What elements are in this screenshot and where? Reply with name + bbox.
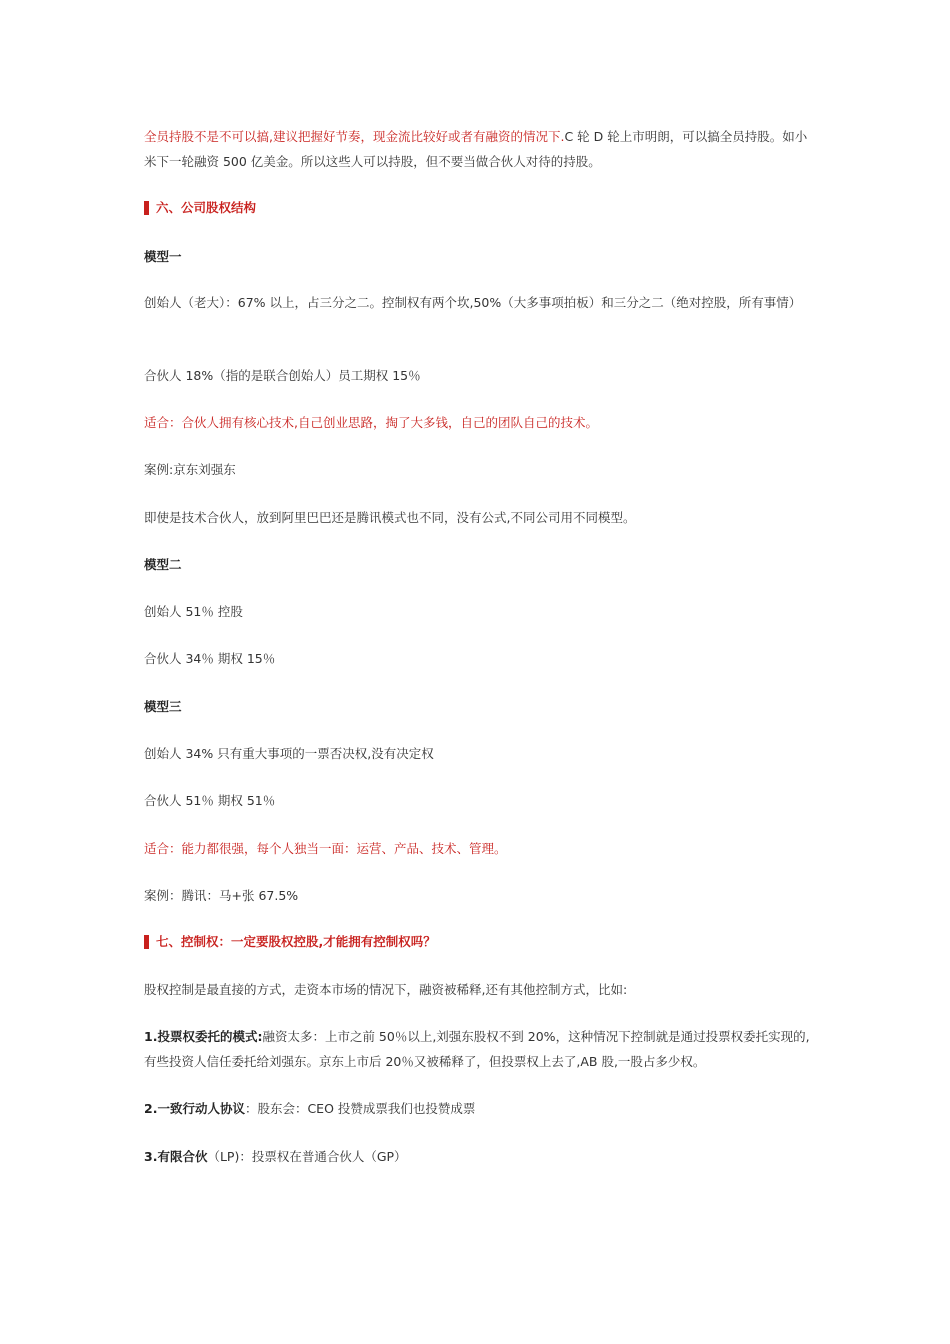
model3-fit: 适合：能力都很强，每个人独当一面：运营、产品、技术、管理。 xyxy=(144,841,507,856)
section7-title: 七、控制权：一定要股权控股,才能拥有控制权吗？ xyxy=(156,934,436,949)
model1-partner: 合伙人 18%（指的是联合创始人）员工期权 15％ xyxy=(144,368,421,383)
item3-text: （LP)：投票权在普通合伙人（GP） xyxy=(207,1149,407,1164)
item1-label: 1.投票权委托的模式: xyxy=(144,1029,263,1044)
model1-note: 即使是技术合伙人，放到阿里巴巴还是腾讯模式也不同，没有公式,不同公司用不同模型。 xyxy=(144,510,636,525)
model1-title: 模型一 xyxy=(144,249,182,264)
intro-paragraph xyxy=(144,124,816,174)
control-item-2 xyxy=(144,1096,816,1121)
section7-heading xyxy=(144,932,436,952)
model2-founder: 创始人 51％ 控股 xyxy=(144,604,243,619)
model2-title: 模型二 xyxy=(144,557,182,572)
section7-intro: 股权控制是最直接的方式，走资本市场的情况下，融资被稀释,还有其他控制方式，比如: xyxy=(144,982,628,997)
model3-founder: 创始人 34% 只有重大事项的一票否决权,没有决定权 xyxy=(144,746,434,761)
item1-text: 融资太多：上市之前 50％以上,刘强东股权不到 20%，这种情况下控制就是通过投票权委托实现的,有些投资人信任委托给刘强东。京东上市后 20％又被稀释了，但投票权上去了,AB 股,一股占多少权。 xyxy=(144,1029,810,1069)
model3-title: 模型三 xyxy=(144,699,182,714)
section6-title: 六、公司股权结构 xyxy=(156,200,257,215)
section6-heading xyxy=(144,198,256,218)
model1-case: 案例:京东刘强东 xyxy=(144,462,236,477)
control-item-3 xyxy=(144,1144,816,1169)
heading-bar-icon xyxy=(144,201,149,215)
model2-partner: 合伙人 34％ 期权 15％ xyxy=(144,651,276,666)
item2-text: ：股东会：CEO 投赞成票我们也投赞成票 xyxy=(244,1101,476,1116)
control-item-1 xyxy=(144,1024,816,1074)
intro-red-text: 全员持股不是不可以搞,建议把握好节奏，现金流比较好或者有融资的情况下. xyxy=(144,129,565,144)
model1-founder: 创始人（老大）：67% 以上，占三分之二。控制权有两个坎,50%（大多事项拍板）和三分之二（绝对控股，所有事情） xyxy=(144,295,802,310)
model3-partner: 合伙人 51％ 期权 51％ xyxy=(144,793,276,808)
model1-fit: 适合：合伙人拥有核心技术,自己创业思路，掏了大多钱，自己的团队自己的技术。 xyxy=(144,415,598,430)
model3-case: 案例：腾讯：马+张 67.5% xyxy=(144,888,299,903)
intro-rest-text: C 轮 D 轮上市明朗，可以搞全员持股。如小米下一轮融资 500 亿美金。所以这些人可以持股，但不要当做合伙人对待的持股。 xyxy=(144,129,808,169)
item2-label: 2.一致行动人协议 xyxy=(144,1101,245,1116)
heading-bar-icon xyxy=(144,935,149,949)
item3-label: 3.有限合伙 xyxy=(144,1149,208,1164)
